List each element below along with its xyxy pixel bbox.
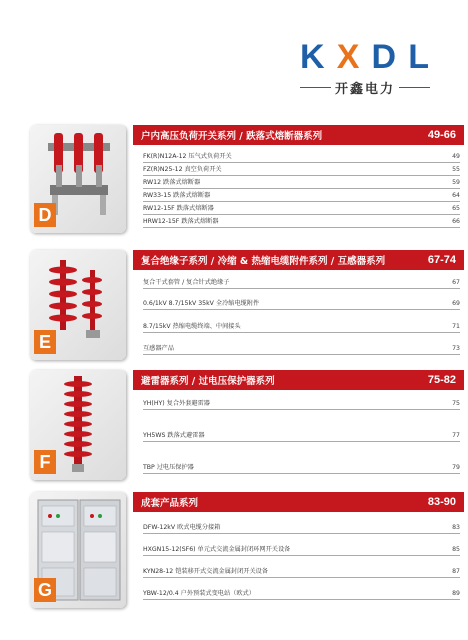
section-g-title: 成套产品系列 (141, 498, 199, 509)
section-g-header (133, 492, 464, 512)
item-name: HRW12-15F 跌落式熔断器 (143, 218, 219, 225)
item-name: FZ(R)N25-12 真空负荷开关 (143, 166, 222, 173)
item-page: 71 (452, 323, 460, 330)
item-page: 83 (452, 524, 460, 531)
list-item[interactable] (143, 544, 460, 556)
section-f-header (133, 370, 464, 390)
item-name: YH5WS 跌落式避雷器 (143, 432, 205, 439)
list-item[interactable] (143, 462, 460, 474)
item-page: 65 (452, 205, 460, 212)
item-name: RW12 跌落式熔断器 (143, 179, 201, 186)
section-g-letter: G (34, 578, 56, 602)
item-page: 89 (452, 590, 460, 597)
section-e (30, 250, 460, 362)
section-d-header (133, 125, 464, 145)
item-name: YBW-12/0.4 户外预装式变电站（欧式） (143, 590, 255, 597)
section-e-thumbnail (30, 250, 126, 360)
item-page: 66 (452, 218, 460, 225)
section-d-letter: D (34, 203, 56, 227)
logo-letter-k: K (300, 38, 326, 76)
list-item[interactable] (143, 203, 460, 215)
section-f (30, 370, 460, 482)
list-item[interactable] (143, 177, 460, 189)
logo-letter-d: D (371, 38, 398, 76)
section-d (30, 125, 460, 235)
item-name: DFW-12kV 欧式电缆分接箱 (143, 524, 221, 531)
item-page: 87 (452, 568, 460, 575)
list-item[interactable] (143, 277, 460, 289)
item-name: TBP 过电压保护器 (143, 464, 194, 471)
item-page: 64 (452, 192, 460, 199)
section-d-thumbnail (30, 125, 126, 233)
list-item[interactable] (143, 298, 460, 310)
logo-line-right (399, 87, 430, 88)
item-name: YH(HY) 复合外套避雷器 (143, 400, 210, 407)
section-f-letter: F (34, 450, 56, 474)
list-item[interactable] (143, 190, 460, 202)
list-item[interactable] (143, 522, 460, 534)
logo-letter-l: L (408, 38, 430, 76)
list-item[interactable] (143, 430, 460, 442)
logo-subtitle (300, 78, 430, 97)
item-page: 59 (452, 179, 460, 186)
item-page: 77 (452, 432, 460, 439)
section-g (30, 492, 460, 610)
item-page: 75 (452, 400, 460, 407)
item-page: 55 (452, 166, 460, 173)
item-page: 49 (452, 153, 460, 160)
list-item[interactable] (143, 151, 460, 163)
list-item[interactable] (143, 588, 460, 600)
section-e-title: 复合绝缘子系列 / 冷缩 & 热缩电缆附件系列 / 互感器系列 (141, 256, 386, 267)
item-name: HXGN15-12(SF6) 单元式交流金属封闭环网开关设备 (143, 546, 291, 553)
section-e-header (133, 250, 464, 270)
item-name: RW33-15 跌落式熔断器 (143, 192, 211, 199)
list-item[interactable] (143, 398, 460, 410)
section-d-pages: 49-66 (427, 129, 456, 141)
item-name: 互感器产品 (143, 345, 174, 352)
section-f-thumbnail (30, 370, 126, 480)
item-name: RW12-15F 跌落式熔断器 (143, 205, 214, 212)
item-page: 67 (452, 279, 460, 286)
section-f-title: 避雷器系列 / 过电压保护器系列 (141, 376, 275, 387)
list-item[interactable] (143, 343, 460, 355)
list-item[interactable] (143, 566, 460, 578)
logo-line-left (300, 87, 331, 88)
item-page: 85 (452, 546, 460, 553)
item-name: 0.6/1kV 8.7/15kV 35kV 全冷缩电缆附件 (143, 300, 260, 307)
logo-wordmark (300, 40, 430, 74)
section-e-pages: 67-74 (427, 254, 456, 266)
item-page: 79 (452, 464, 460, 471)
company-logo (300, 40, 430, 98)
item-name: 8.7/15kV 热缩电缆终端、中间接头 (143, 323, 241, 330)
list-item[interactable] (143, 216, 460, 228)
section-f-pages: 75-82 (427, 374, 456, 386)
section-g-pages: 83-90 (427, 496, 456, 508)
logo-chinese-name: 开鑫电力 (335, 82, 396, 97)
logo-letter-x: X (336, 38, 361, 76)
item-name: 复合干式套管 / 复合针式绝缘子 (143, 279, 230, 286)
section-d-title: 户内高压负荷开关系列 / 跌落式熔断器系列 (141, 131, 323, 142)
item-page: 69 (452, 300, 460, 307)
item-name: FK(R)N12A-12 压气式负荷开关 (143, 153, 232, 160)
section-e-letter: E (34, 330, 56, 354)
item-name: KYN28-12 铠装移开式交流金属封闭开关设备 (143, 568, 269, 575)
item-page: 73 (452, 345, 460, 352)
list-item[interactable] (143, 321, 460, 333)
list-item[interactable] (143, 164, 460, 176)
section-g-thumbnail (30, 492, 126, 608)
